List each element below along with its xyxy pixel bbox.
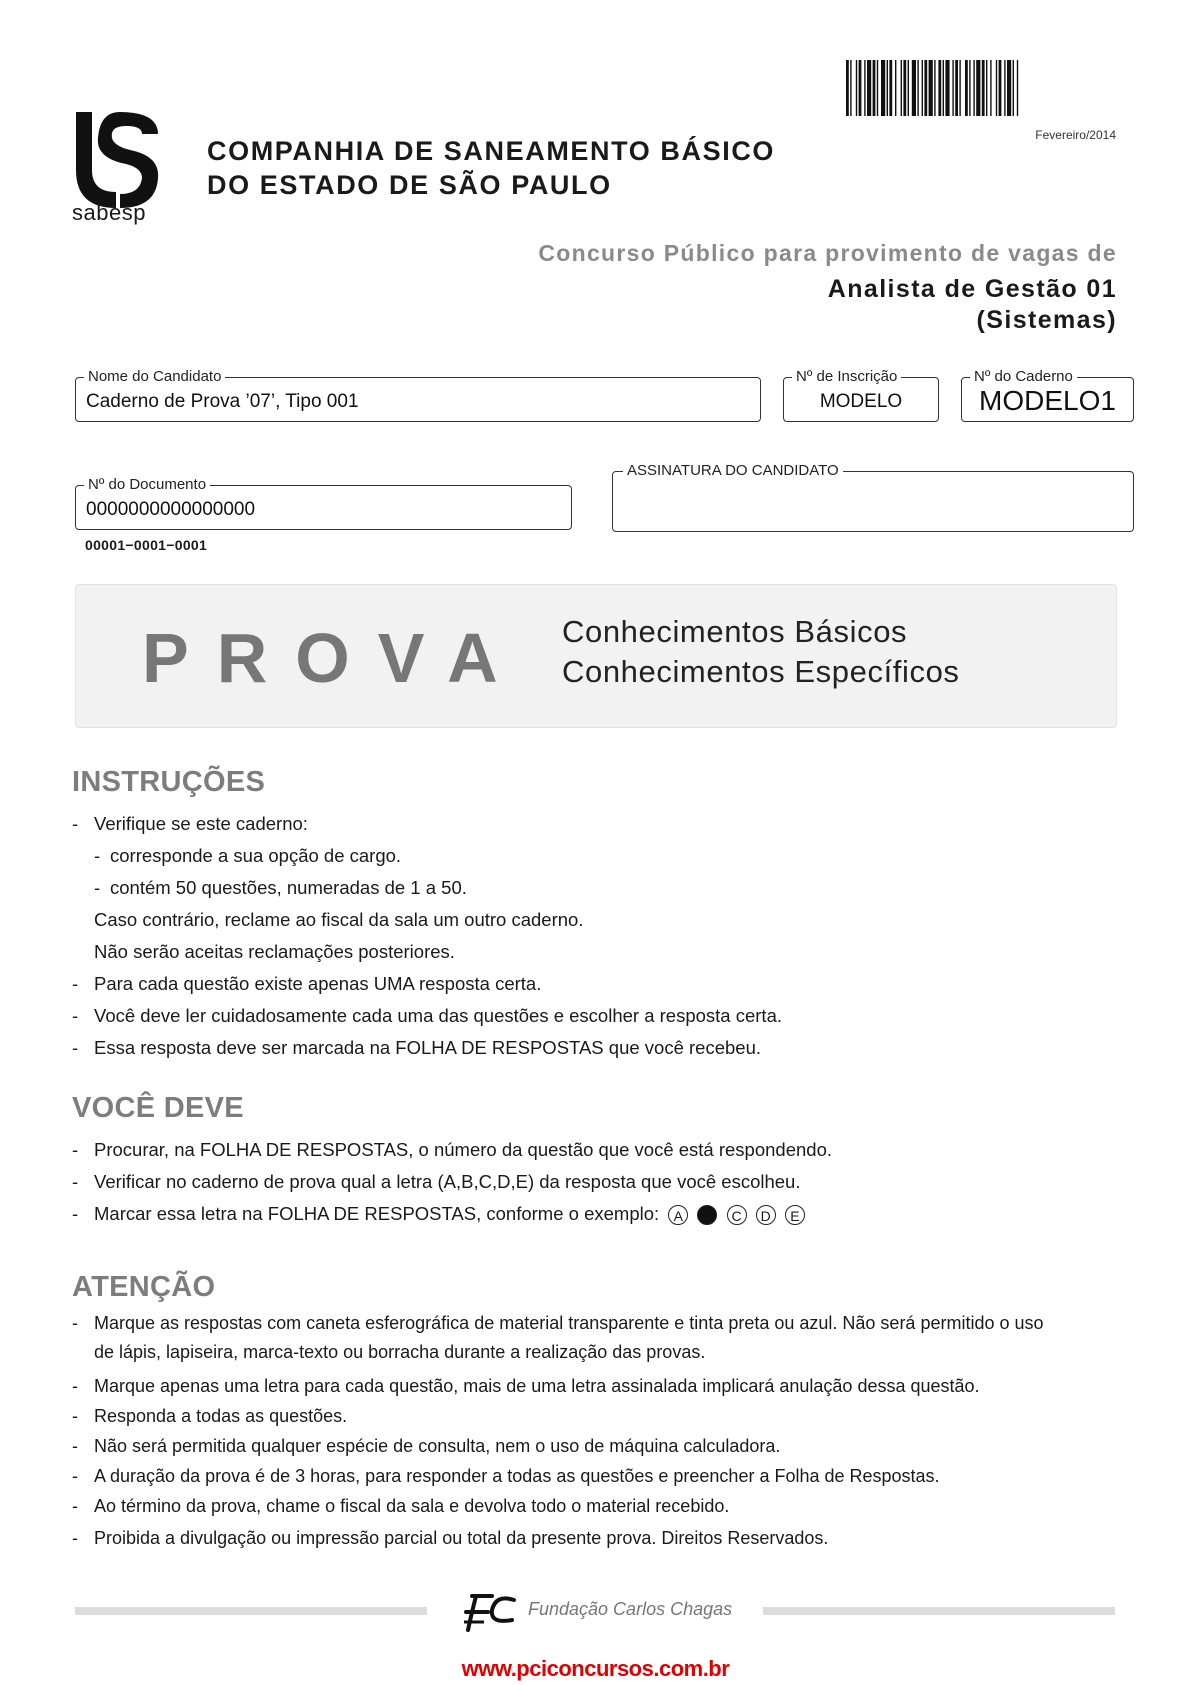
list-item: Não serão aceitas reclamações posteriores. (94, 941, 455, 962)
documento-label: Nº do Documento (84, 476, 210, 493)
prova-subject-2: Conhecimentos Específicos (562, 654, 960, 689)
prova-subject-1: Conhecimentos Básicos (562, 614, 908, 649)
caderno-value: MODELO1 (979, 385, 1116, 416)
nome-value: Caderno de Prova ’07’, Tipo 001 (86, 391, 359, 412)
list-item: Caso contrário, reclame ao fiscal da sala um outro caderno. (94, 909, 584, 930)
voce-deve-list (72, 1134, 1132, 1230)
list-item: - Marcar essa letra na FOLHA DE RESPOSTAS, conforme o exemplo: A C D E (72, 1198, 1132, 1230)
bubble-c: C (727, 1205, 747, 1225)
document-code: 00001−0001−0001 (85, 537, 208, 553)
footer-bar-right (763, 1607, 1115, 1615)
fcc-name: Fundação Carlos Chagas (528, 1599, 733, 1619)
list-item: - Responda a todas as questões. (72, 1406, 348, 1426)
inscricao-value: MODELO (819, 391, 903, 412)
nome-label: Nome do Candidato (84, 368, 225, 385)
list-item: - Ao término da prova, chame o fiscal da sala e devolva todo o material recebido. (72, 1496, 730, 1516)
list-item: - Para cada questão existe apenas UMA resposta certa. (72, 973, 542, 994)
caderno-label: Nº do Caderno (970, 368, 1077, 385)
inscricao-label: Nº de Inscrição (792, 368, 901, 385)
barcode-icon (846, 60, 1116, 116)
prova-title: PROVA (142, 619, 526, 697)
voce-deve-title: VOCÊ DEVE (72, 1092, 244, 1124)
organization-name: COMPANHIA DE SANEAMENTO BÁSICO DO ESTADO DE SÃO PAULO (207, 136, 776, 200)
inscricao-field[interactable] (783, 368, 939, 422)
list-item: - Você deve ler cuidadosamente cada uma das questões e escolher a resposta certa. (72, 1005, 783, 1026)
bubble-a: A (668, 1205, 688, 1225)
bubble-b-filled (697, 1205, 717, 1225)
footer-bar-left (75, 1607, 427, 1615)
list-item: - contém 50 questões, numeradas de 1 a 50. (94, 877, 467, 898)
list-item: - Não será permitida qualquer espécie de consulta, nem o uso de máquina calculadora. (72, 1436, 781, 1456)
atencao-list (72, 1309, 1142, 1553)
bubble-d: D (756, 1205, 776, 1225)
instrucoes-title: INSTRUÇÕES (72, 766, 266, 798)
cargo-title: Analista de Gestão 01 (Sistemas) (827, 275, 1117, 334)
atencao-title: ATENÇÃO (72, 1271, 216, 1303)
instrucoes-list (72, 808, 1132, 1064)
documento-field[interactable] (75, 476, 572, 530)
list-item: de lápis, lapiseira, marca-texto ou borracha durante a realização das provas. (94, 1342, 706, 1362)
fcc-logo-icon (462, 1590, 518, 1634)
list-item: - Proibida a divulgação ou impressão parcial ou total da presente prova. Direitos Reservados. (72, 1528, 829, 1548)
assinatura-label: ASSINATURA DO CANDIDATO (623, 462, 843, 479)
list-item: - Verifique se este caderno: (72, 813, 308, 834)
list-item: - Marque apenas uma letra para cada questão, mais de uma letra assinalada implicará anulação dessa questão. (72, 1376, 980, 1396)
nome-field[interactable] (75, 368, 761, 422)
date-label: Fevereiro/2014 (1035, 128, 1116, 142)
documento-value: 0000000000000000 (86, 499, 256, 520)
concurso-title: Concurso Público para provimento de vagas de (538, 240, 1117, 266)
website-link[interactable]: www.pciconcursos.com.br (461, 1656, 730, 1681)
list-item: - Procurar, na FOLHA DE RESPOSTAS, o número da questão que você está respondendo. (72, 1139, 833, 1160)
logo-text: sabesp (72, 200, 146, 225)
caderno-field[interactable] (961, 368, 1134, 422)
list-item: - A duração da prova é de 3 horas, para responder a todas as questões e preencher a Folha de Respostas. (72, 1466, 940, 1486)
prova-subjects (562, 612, 960, 692)
assinatura-field[interactable] (612, 462, 1134, 532)
list-item: - Essa resposta deve ser marcada na FOLHA DE RESPOSTAS que você recebeu. (72, 1037, 762, 1058)
list-item: - Verificar no caderno de prova qual a letra (A,B,C,D,E) da resposta que você escolheu. (72, 1171, 801, 1192)
list-item: - corresponde a sua opção de cargo. (94, 845, 402, 866)
bubble-e: E (785, 1205, 805, 1225)
list-item: - Marque as respostas com caneta esferográfica de material transparente e tinta preta ou azul. Não será permitido o uso (72, 1313, 1044, 1333)
